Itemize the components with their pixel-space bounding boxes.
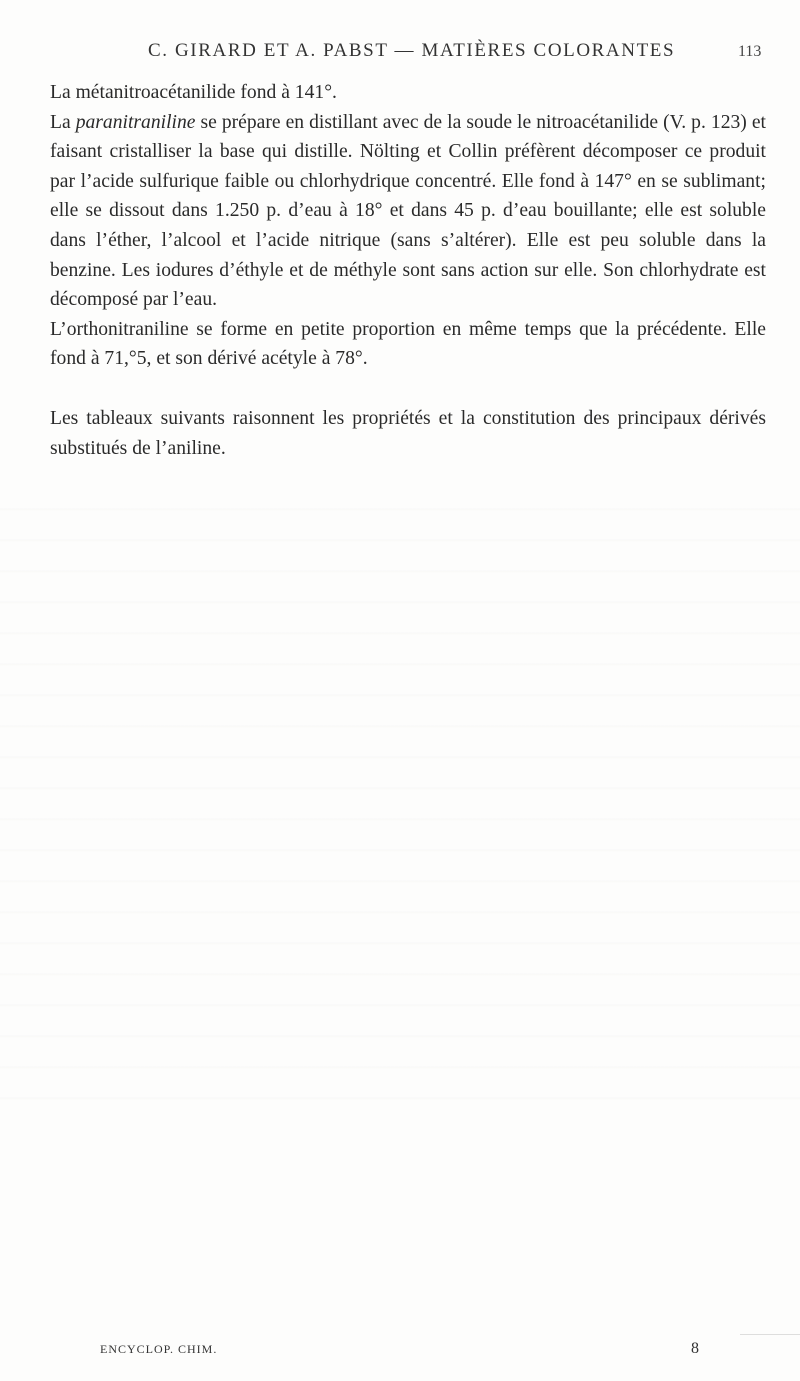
running-title: C. GIRARD ET A. PABST — MATIÈRES COLORANTES bbox=[148, 40, 676, 61]
body-text bbox=[50, 78, 766, 463]
footer-signature: ENCYCLOP. CHIM. bbox=[100, 1342, 218, 1356]
paragraph-orthonitraniline bbox=[50, 315, 766, 374]
paragraph-text: Les tableaux suivants raisonnent les propriétés et la constitution des principaux dérivés substitués de l’aniline. bbox=[50, 407, 766, 459]
page-number: 113 bbox=[738, 43, 762, 60]
term-paranitraniline: paranitraniline bbox=[75, 111, 196, 133]
paper-texture bbox=[0, 480, 800, 1100]
sheet-number: 8 bbox=[691, 1340, 699, 1357]
running-header bbox=[0, 40, 800, 70]
footer-rule bbox=[740, 1334, 800, 1335]
paragraph-paranitraniline bbox=[50, 108, 766, 315]
paragraph-tables-intro bbox=[50, 404, 766, 463]
page-footer bbox=[0, 1340, 800, 1370]
paragraph-text: La métanitroacétanilide fond à 141°. bbox=[50, 82, 337, 103]
paragraph-text: L’orthonitraniline se forme en petite proportion en même temps que la précédente. Elle fond à 71,°5, et son dérivé acétyle à 78°. bbox=[50, 318, 766, 370]
paragraph-text: se prépare en distillant avec de la soude le nitroacétanilide (V. p. 123) et faisant cristalliser la base qui distille. Nölting et Collin préfèrent décomposer ce produit par l’acide sulfurique faible ou chlorhydrique concentré. Elle fond à 147° en se sublimant; elle se dissout dans 1.250 p. d’eau à 18° et dans 45 p. d’eau bouillante; elle est soluble dans l’éther, l’alcool et l’acide nitrique (sans s’altérer). Elle est peu soluble dans la benzine. Les iodures d’éthyle et de méthyle sont sans action sur elle. Son chlorhydrate est décomposé par l’eau. bbox=[50, 111, 766, 311]
paragraph-metanitroacetanilide bbox=[50, 78, 766, 108]
paragraph-lead: La bbox=[50, 111, 76, 133]
